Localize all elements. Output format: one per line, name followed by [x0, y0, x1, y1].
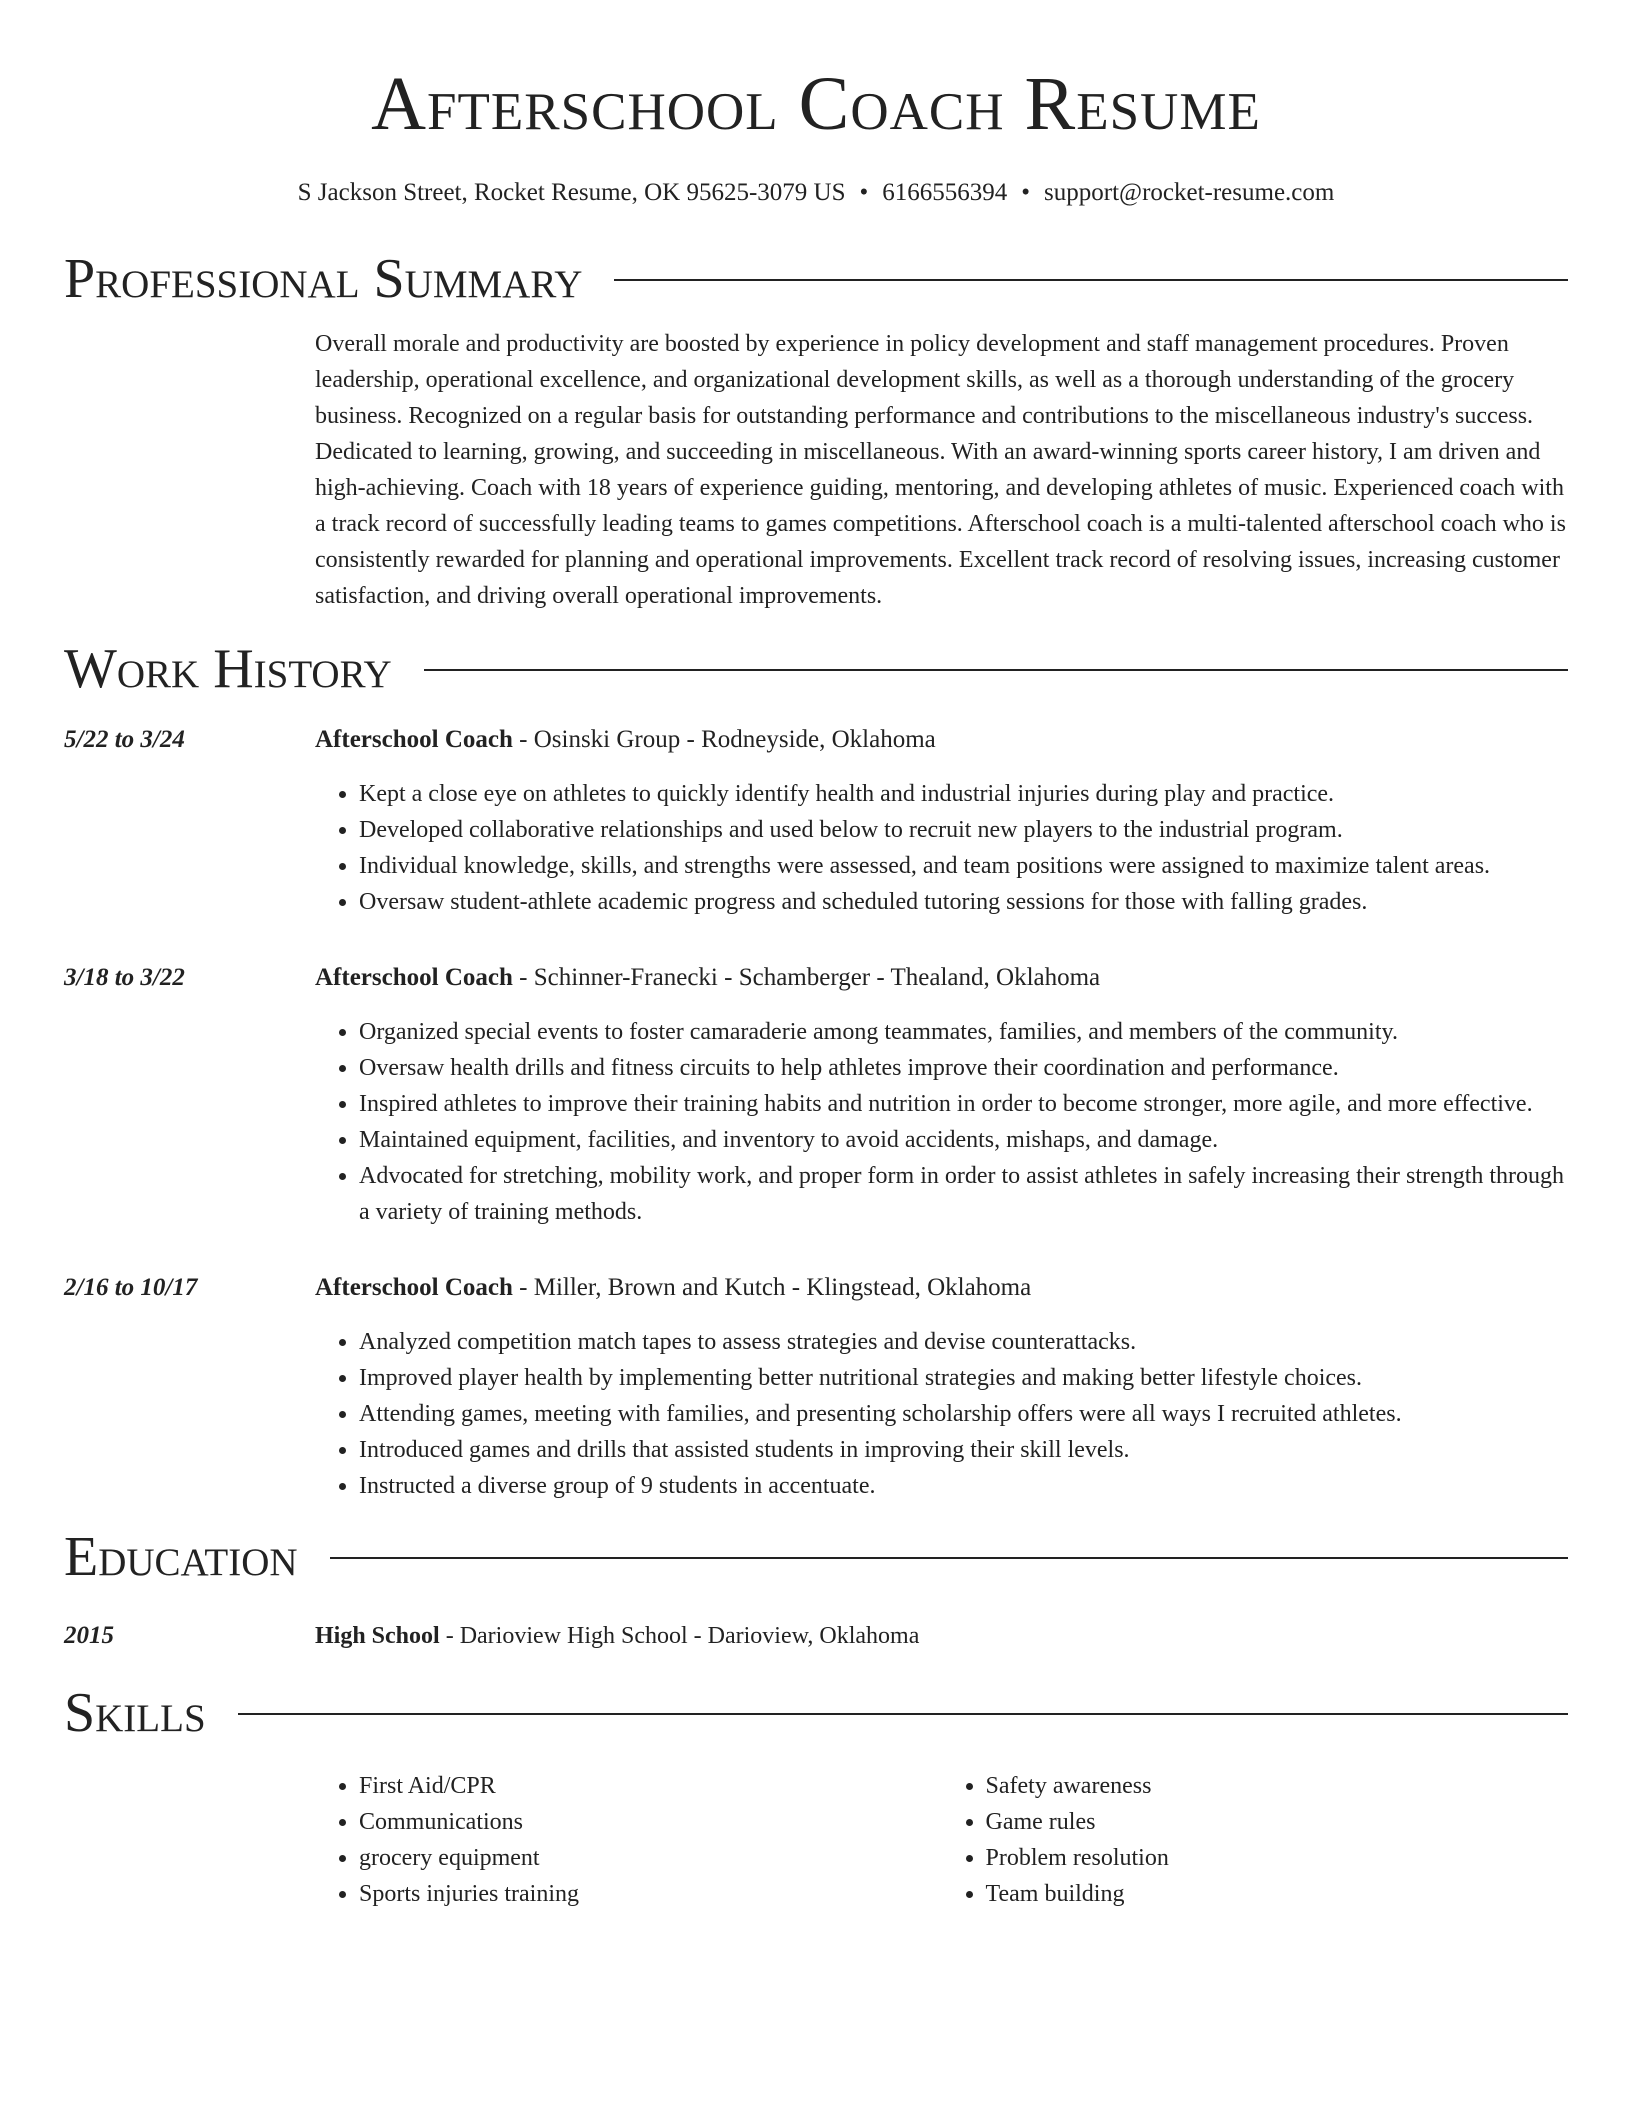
- job-title-line: [315, 722, 1568, 758]
- skill-item: • Team building: [986, 1876, 1569, 1912]
- skill-item: • Communications: [359, 1804, 942, 1840]
- job-entry: [64, 722, 1568, 920]
- job-details: - Osinski Group - Rodneyside, Oklahoma: [512, 726, 936, 753]
- education-entry: [64, 1618, 1568, 1654]
- job-role: Afterschool Coach: [315, 1274, 513, 1301]
- section-divider: [424, 669, 1568, 671]
- skills-row: [64, 1746, 1568, 1912]
- list-item: • Individual knowledge, skills, and strengths were assessed, and team positions were assigned to maximize talent areas.: [359, 848, 1568, 884]
- phone: 6166556394: [882, 179, 1008, 206]
- list-item: • Maintained equipment, facilities, and inventory to avoid accidents, mishaps, and damage.: [359, 1122, 1568, 1158]
- job-details: - Miller, Brown and Kutch - Klingstead, Oklahoma: [512, 1274, 1032, 1301]
- job-body: [315, 1270, 1568, 1504]
- list-item: • Organized special events to foster camaraderie among teammates, families, and members of the community.: [359, 1014, 1568, 1050]
- skills-spacer: [64, 1746, 315, 1912]
- skill-item: • Game rules: [986, 1804, 1569, 1840]
- contact-line: [64, 176, 1568, 210]
- section-title: Education: [64, 1526, 298, 1588]
- separator-dot: •: [1021, 179, 1031, 206]
- address: S Jackson Street, Rocket Resume, OK 95625-3079 US: [297, 179, 846, 206]
- job-dates: 3/18 to 3/22: [64, 964, 185, 991]
- job-entry: [64, 960, 1568, 1230]
- job-body: [315, 722, 1568, 920]
- list-item: • Introduced games and drills that assisted students in improving their skill levels.: [359, 1432, 1568, 1468]
- list-item: • Instructed a diverse group of 9 students in accentuate.: [359, 1468, 1568, 1504]
- skills-section-heading: [64, 1680, 1568, 1746]
- work-section-heading: [64, 636, 1568, 702]
- separator-dot: •: [859, 179, 869, 206]
- section-title: Skills: [64, 1682, 206, 1744]
- skills-list-left: [315, 1768, 942, 1912]
- job-dates: 5/22 to 3/24: [64, 726, 185, 753]
- skill-item: • First Aid/CPR: [359, 1768, 942, 1804]
- education-year: 2015: [64, 1622, 114, 1649]
- job-details: - Schinner-Franecki - Schamberger - Thealand, Oklahoma: [512, 964, 1101, 991]
- list-item: • Oversaw health drills and fitness circuits to help athletes improve their coordination and performance.: [359, 1050, 1568, 1086]
- summary-row: [64, 326, 1568, 614]
- list-item: • Improved player health by implementing better nutritional strategies and making better lifestyle choices.: [359, 1360, 1568, 1396]
- email: support@rocket-resume.com: [1044, 179, 1335, 206]
- job-bullets: [315, 1014, 1568, 1230]
- summary-spacer: [64, 326, 315, 614]
- job-role: Afterschool Coach: [315, 726, 513, 753]
- summary-text: Overall morale and productivity are boosted by experience in policy development and staff management procedures. Proven leadership, operational excellence, and organizational development skills, as well as a thorough understanding of the grocery business. Recognized on a regular basis for outstanding performance and contributions to the miscellaneous industry's success. Dedicated to learning, growing, and succeeding in miscellaneous. With an award-winning sports career history, I am driven and high-achieving. Coach with 18 years of experience guiding, mentoring, and developing athletes of music. Experienced coach with a track record of successfully leading teams to games competitions. Afterschool coach is a multi-talented afterschool coach who is consistently rewarded for planning and operational improvements. Excellent track record of resolving issues, increasing customer satisfaction, and driving overall operational improvements.: [315, 331, 1566, 609]
- education-body: [315, 1618, 1568, 1654]
- job-bullets: [315, 1324, 1568, 1504]
- section-divider: [614, 279, 1568, 281]
- education-details: - Darioview High School - Darioview, Oklahoma: [439, 1623, 920, 1649]
- resume-title: Afterschool Coach Resume: [371, 62, 1261, 146]
- list-item: • Kept a close eye on athletes to quickly identify health and industrial injuries during play and practice.: [359, 776, 1568, 812]
- job-bullets: [315, 776, 1568, 920]
- list-item: • Inspired athletes to improve their training habits and nutrition in order to become stronger, more agile, and more effective.: [359, 1086, 1568, 1122]
- list-item: • Developed collaborative relationships and used below to recruit new players to the industrial program.: [359, 812, 1568, 848]
- education-degree: High School: [315, 1623, 440, 1649]
- summary-section-heading: [64, 246, 1568, 312]
- skills-list-right: [942, 1768, 1569, 1912]
- list-item: • Oversaw student-athlete academic progress and scheduled tutoring sessions for those with falling grades.: [359, 884, 1568, 920]
- job-role: Afterschool Coach: [315, 964, 513, 991]
- skill-item: • Problem resolution: [986, 1840, 1569, 1876]
- skill-item: • Safety awareness: [986, 1768, 1569, 1804]
- job-entry: [64, 1270, 1568, 1504]
- education-section-heading: [64, 1524, 1568, 1590]
- list-item: • Advocated for stretching, mobility work, and proper form in order to assist athletes in safely increasing their strength through a variety of training methods.: [359, 1158, 1568, 1230]
- skills-body: [315, 1746, 1568, 1912]
- job-body: [315, 960, 1568, 1230]
- list-item: • Analyzed competition match tapes to assess strategies and devise counterattacks.: [359, 1324, 1568, 1360]
- job-title-line: [315, 960, 1568, 996]
- job-title-line: [315, 1270, 1568, 1306]
- skill-item: • grocery equipment: [359, 1840, 942, 1876]
- section-divider: [238, 1713, 1568, 1715]
- section-divider: [330, 1557, 1568, 1559]
- skills-grid: [315, 1768, 1568, 1912]
- section-title: Work History: [64, 638, 392, 700]
- section-title: Professional Summary: [64, 248, 583, 310]
- list-item: • Attending games, meeting with families, and presenting scholarship offers were all ways I recruited athletes.: [359, 1396, 1568, 1432]
- job-dates: 2/16 to 10/17: [64, 1274, 198, 1301]
- skill-item: • Sports injuries training: [359, 1876, 942, 1912]
